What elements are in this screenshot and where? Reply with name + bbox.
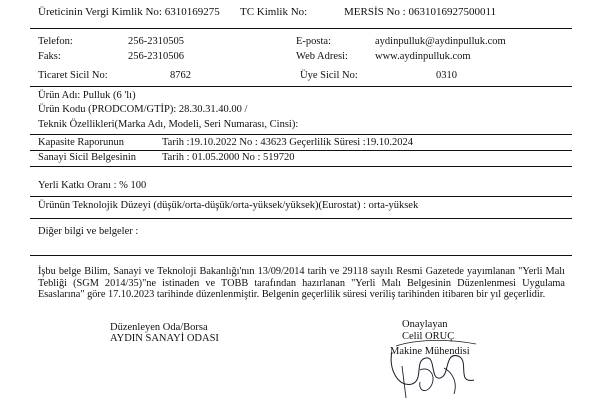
- header-divider: [30, 28, 572, 29]
- web-label: Web Adresi:: [296, 51, 348, 62]
- capacity-report-label: Kapasite Raporunun: [38, 137, 125, 148]
- other-information-label: Diğer bilgi ve belgeler :: [38, 226, 139, 237]
- mersis-number: MERSİS No : 0631016927500011: [344, 6, 497, 18]
- approver-title: Makine Mühendisi: [390, 346, 470, 357]
- handwritten-signature: [384, 322, 484, 400]
- capacity-report-detail: Tarih :19.10.2022 No : 43623 Geçerlilik Süresi :19.10.2024: [162, 137, 413, 148]
- technology-level: Ürünün Teknolojik Düzeyi (düşük/orta-düşük/orta-yüksek/yüksek)(Eurostat) : orta-yüksek: [38, 200, 419, 211]
- trade-registry-label: Ticaret Sicil No:: [38, 70, 108, 81]
- certificate-statement: İşbu belge Bilim, Sanayi ve Teknoloji Bakanlığı'nın 13/09/2014 tarih ve 29118 sayılı Resmi Gazetede yayımlanan "Yerli Malı Tebliği (SGM 2014/35)"ne istinaden ve TOBB tarafından hazırlanan "Yerli Malı Belgesinin Düzenlenmesi Uygulama Esaslarına" göre 17.10.2023 tarihinde düzenlenmiştir. Belgenin geçerlilik süresi veriliş tarihinden itibaren bir yıl geçerlidir.: [38, 266, 565, 300]
- member-registry-label: Üye Sicil No:: [300, 70, 358, 81]
- email-label: E-posta:: [296, 36, 331, 47]
- domestic-contribution-rate: Yerli Katkı Oranı : % 100: [38, 180, 147, 191]
- issuer-name: AYDIN SANAYİ ODASI: [110, 333, 219, 344]
- technical-specs: Teknik Özellikleri(Marka Adı, Modeli, Seri Numarası, Cinsi):: [38, 119, 299, 130]
- approver-label: Onaylayan: [402, 319, 448, 330]
- product-name: Ürün Adı: Pulluk (6 'lı): [38, 90, 136, 101]
- tc-identity-number: TC Kimlik No:: [240, 6, 308, 18]
- rate-divider: [30, 196, 572, 197]
- tech-divider: [30, 218, 572, 219]
- phone-value: 256-2310505: [128, 36, 184, 47]
- contact-divider: [30, 86, 572, 87]
- issuer-label: Düzenleyen Oda/Borsa: [110, 322, 208, 333]
- reports-middle-divider: [30, 150, 572, 151]
- email-value: aydinpulluk@aydinpulluk.com: [375, 36, 506, 47]
- member-registry-value: 0310: [436, 70, 457, 81]
- phone-label: Telefon:: [38, 36, 73, 47]
- industry-registry-detail: Tarih : 01.05.2000 No : 519720: [162, 152, 295, 163]
- product-code: Ürün Kodu (PRODCOM/GTİP): 28.30.31.40.00 /: [38, 104, 248, 115]
- web-value: www.aydinpulluk.com: [375, 51, 471, 62]
- other-info-divider: [30, 255, 572, 256]
- approver-name: Celil ORUÇ: [402, 331, 455, 342]
- manufacturer-tax-number: Üreticinin Vergi Kimlik No: 6310169275: [38, 6, 220, 18]
- fax-label: Faks:: [38, 51, 61, 62]
- trade-registry-value: 8762: [170, 70, 191, 81]
- fax-value: 256-2310506: [128, 51, 184, 62]
- reports-top-divider: [30, 134, 572, 135]
- industry-registry-label: Sanayi Sicil Belgesinin: [38, 152, 136, 163]
- reports-bottom-divider: [30, 166, 572, 167]
